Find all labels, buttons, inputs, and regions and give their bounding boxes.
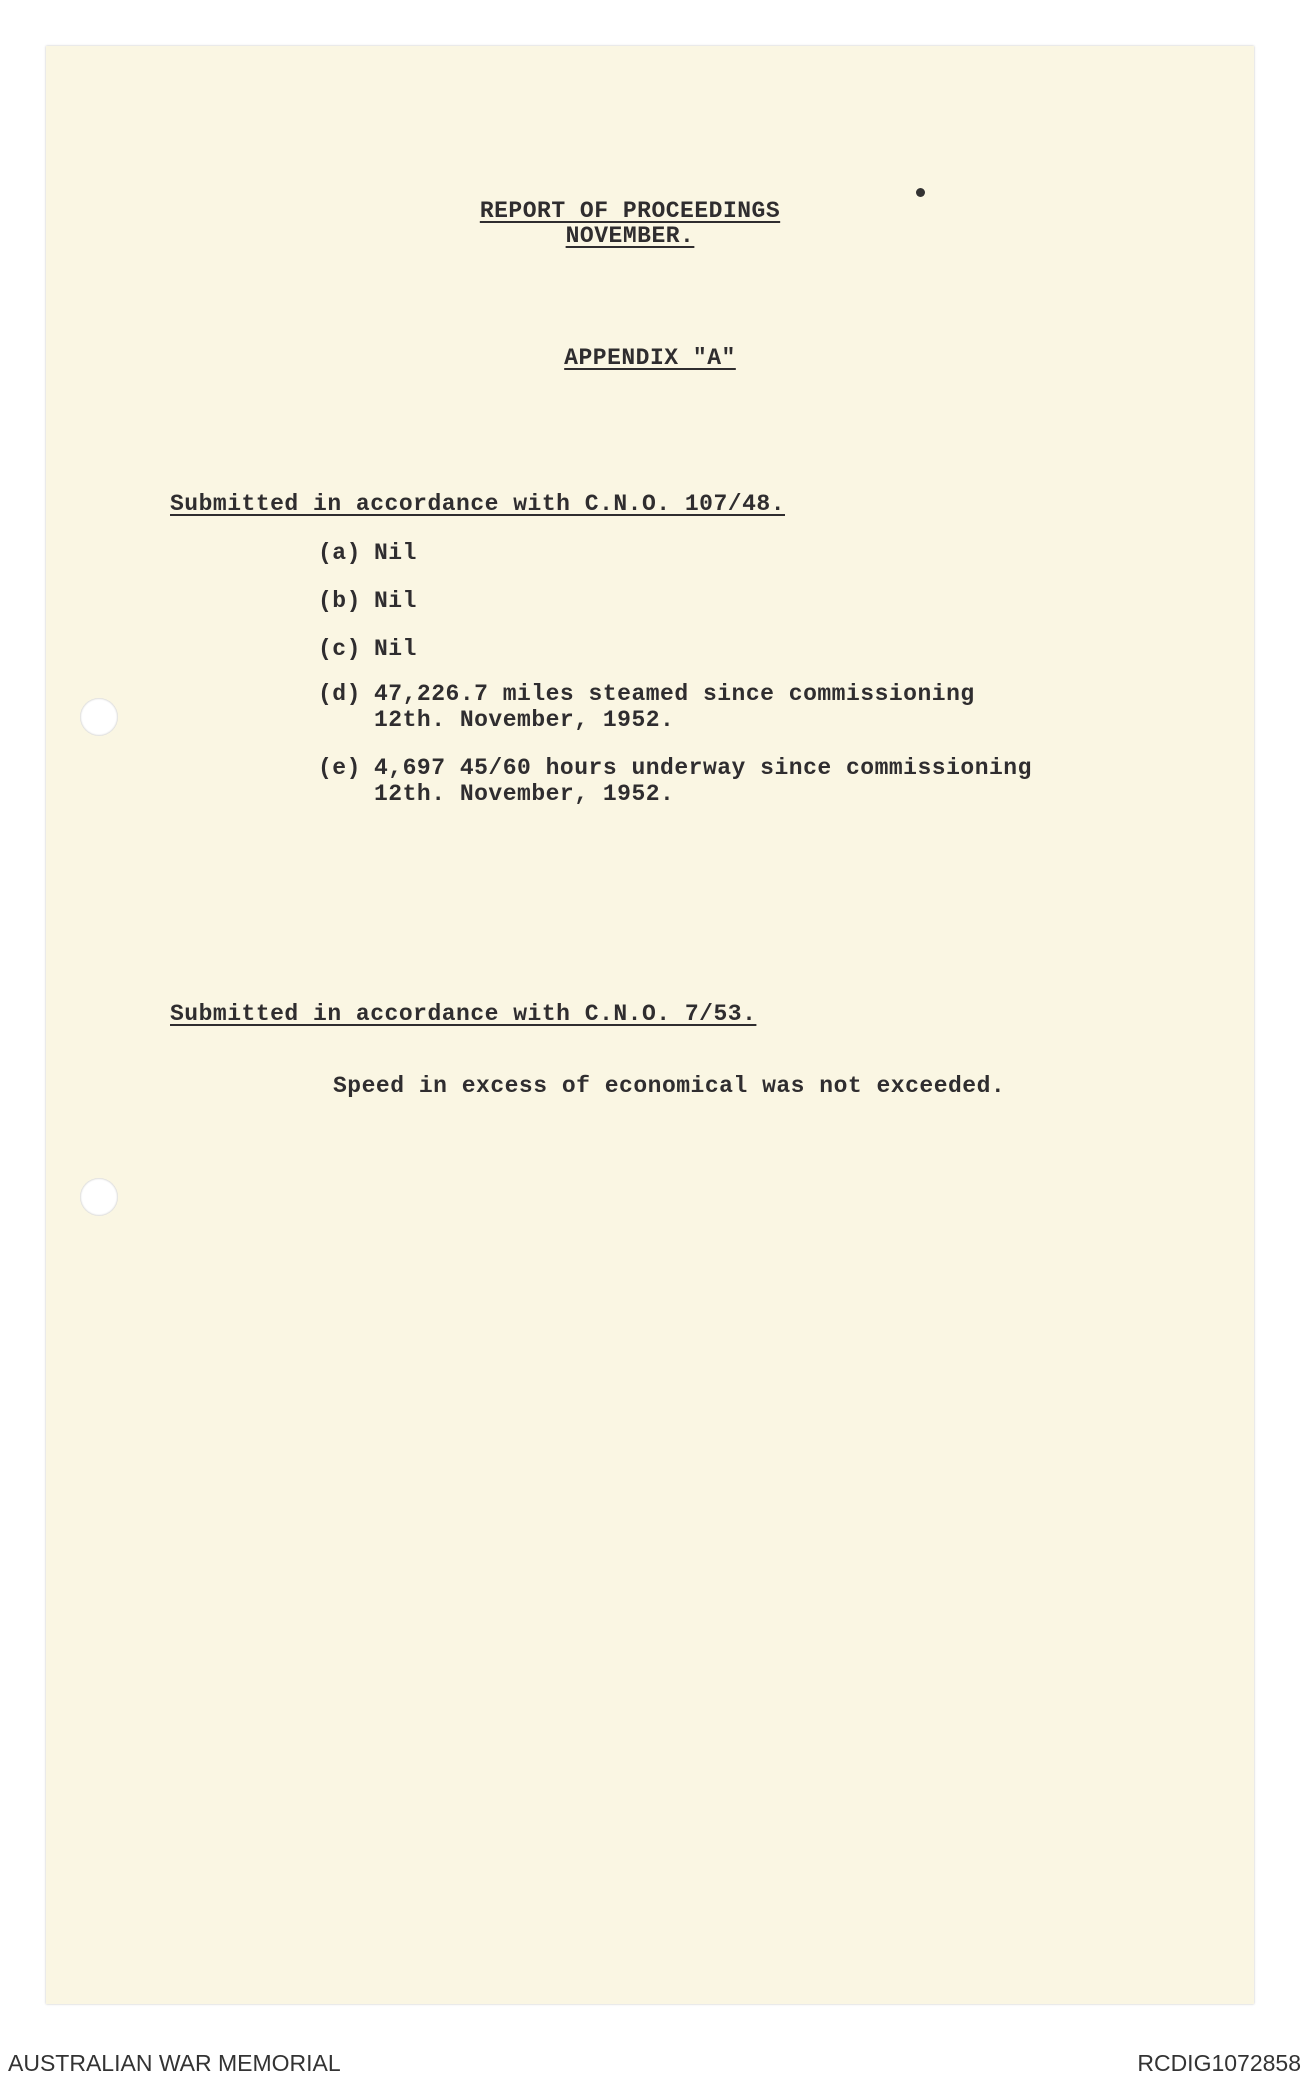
ink-speck <box>916 188 925 197</box>
item-label-e: (e) <box>318 755 361 781</box>
item-label-a: (a) <box>318 540 361 566</box>
item-text-c: Nil <box>374 636 417 662</box>
item-text-d-line1: 47,226.7 miles steamed since commissioning <box>374 681 975 707</box>
report-title: REPORT OF PROCEEDINGS <box>479 198 781 224</box>
item-text-d-line2: 12th. November, 1952. <box>374 707 675 733</box>
punch-hole-lower <box>80 1178 118 1216</box>
section2-body: Speed in excess of economical was not exceeded. <box>333 1073 1006 1099</box>
item-text-e-line1: 4,697 45/60 hours underway since commissioning <box>374 755 1032 781</box>
section-heading-cno-7-53: Submitted in accordance with C.N.O. 7/53. <box>170 1001 757 1027</box>
item-label-c: (c) <box>318 636 361 662</box>
item-text-a: Nil <box>374 540 417 566</box>
footer-institution: AUSTRALIAN WAR MEMORIAL <box>8 2050 341 2076</box>
punch-hole-upper <box>80 698 118 736</box>
item-label-d: (d) <box>318 681 361 707</box>
item-label-b: (b) <box>318 588 361 614</box>
footer-record-id: RCDIG1072858 <box>1137 2050 1301 2076</box>
item-text-e-line2: 12th. November, 1952. <box>374 781 675 807</box>
item-text-b: Nil <box>374 588 417 614</box>
section-heading-cno-107-48: Submitted in accordance with C.N.O. 107/48. <box>170 491 785 517</box>
report-month: NOVEMBER. <box>565 223 695 249</box>
appendix-heading: APPENDIX "A" <box>564 345 736 371</box>
